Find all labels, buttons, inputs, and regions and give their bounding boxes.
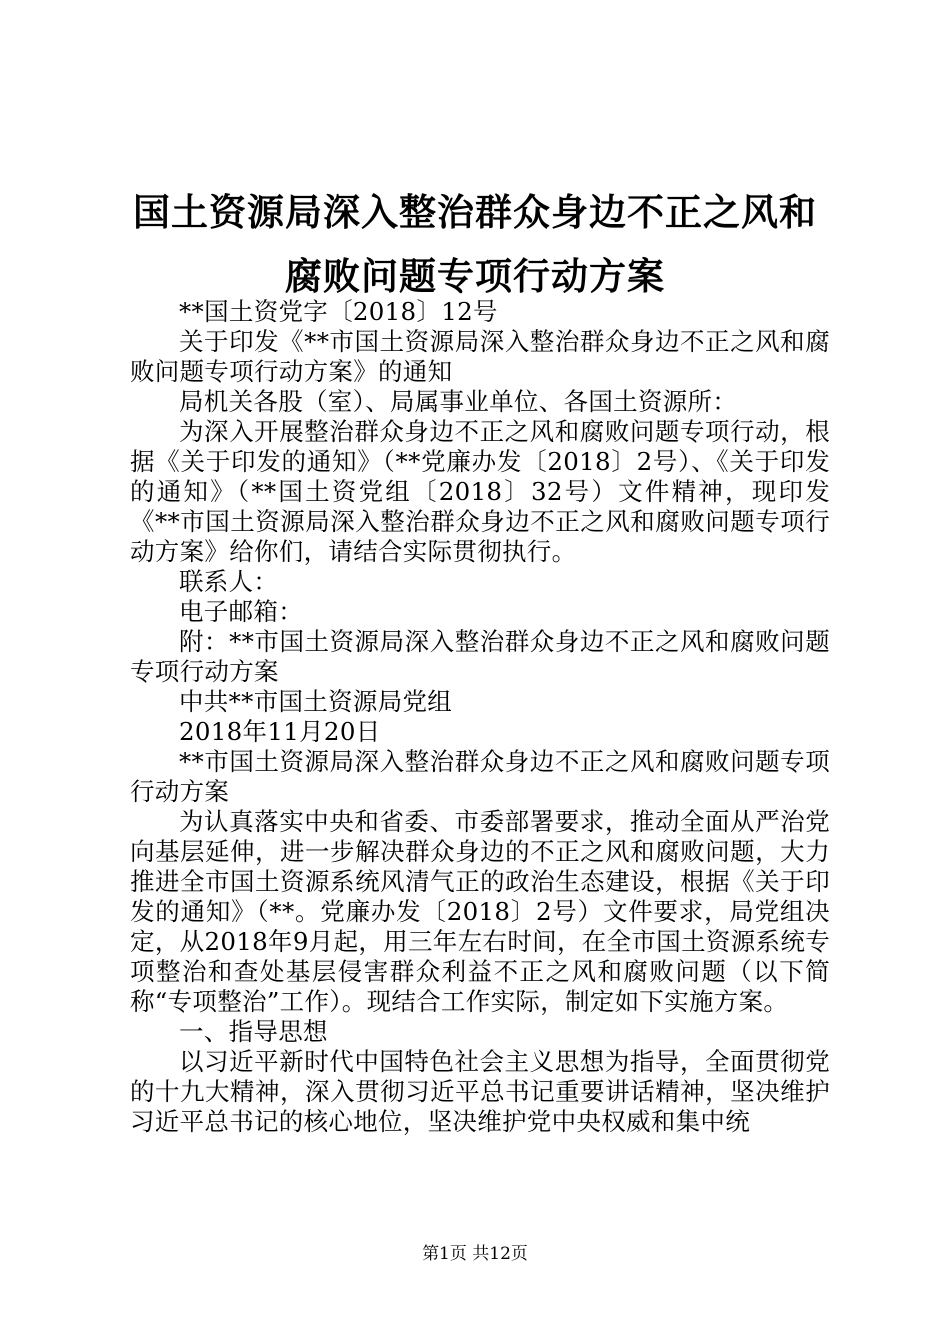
notice-heading: 关于印发《**市国土资源局深入整治群众身边不正之风和腐败问题专项行动方案》的通知 <box>130 327 830 386</box>
issue-date: 2018年11月20日 <box>179 717 381 746</box>
page-footer: 第1页 共12页 <box>422 1244 528 1264</box>
issuer: 中共**市国土资源局党组 <box>179 687 453 716</box>
plan-intro-paragraph: 为认真落实中央和省委、市委部署要求，推动全面从严治党向基层延伸，进一步解决群众身边的不正之风和腐败问题，大力推进全市国土资源系统风清气正的政治生态建设，根据《关于印发的通知》（**。党廉办发〔2018〕2号）文件要求，局党组决定，从2018年9月起，用三年左右时间，在全市国土资源系统专项整治和查处基层侵害群众利益不正之风和腐败问题（以下简称“专项整治”工作）。现结合工作实际，制定如下实施方案。 <box>130 807 830 1016</box>
email-line: 电子邮箱： <box>179 597 303 626</box>
section-heading: 一、指导思想 <box>179 1017 328 1046</box>
plan-title: **市国土资源局深入整治群众身边不正之风和腐败问题专项行动方案 <box>130 747 830 806</box>
attachment-line: 附：**市国土资源局深入整治群众身边不正之风和腐败问题专项行动方案 <box>130 627 830 686</box>
section-paragraph: 以习近平新时代中国特色社会主义思想为指导，全面贯彻党的十九大精神，深入贯彻习近平总书记重要讲话精神，坚决维护习近平总书记的核心地位，坚决维护党中央权威和集中统 <box>130 1047 830 1136</box>
contact-person: 联系人： <box>179 567 279 596</box>
recipients: 局机关各股（室）、局属事业单位、各国土资源所： <box>179 387 738 416</box>
document-title: 国土资源局深入整治群众身边不正之风和腐败问题专项行动方案 <box>133 190 817 298</box>
document-body <box>130 297 830 1137</box>
notice-paragraph: 为深入开展整治群众身边不正之风和腐败问题专项行动，根据《关于印发的通知》（**党廉办发〔2018〕2号）、《关于印发的通知》（**国土资党组〔2018〕32号）文件精神，现印发《**市国土资源局深入整治群众身边不正之风和腐败问题专项行动方案》给你们，请结合实际贯彻执行。 <box>130 417 830 566</box>
document-number: **国土资党字〔2018〕12号 <box>179 297 498 326</box>
